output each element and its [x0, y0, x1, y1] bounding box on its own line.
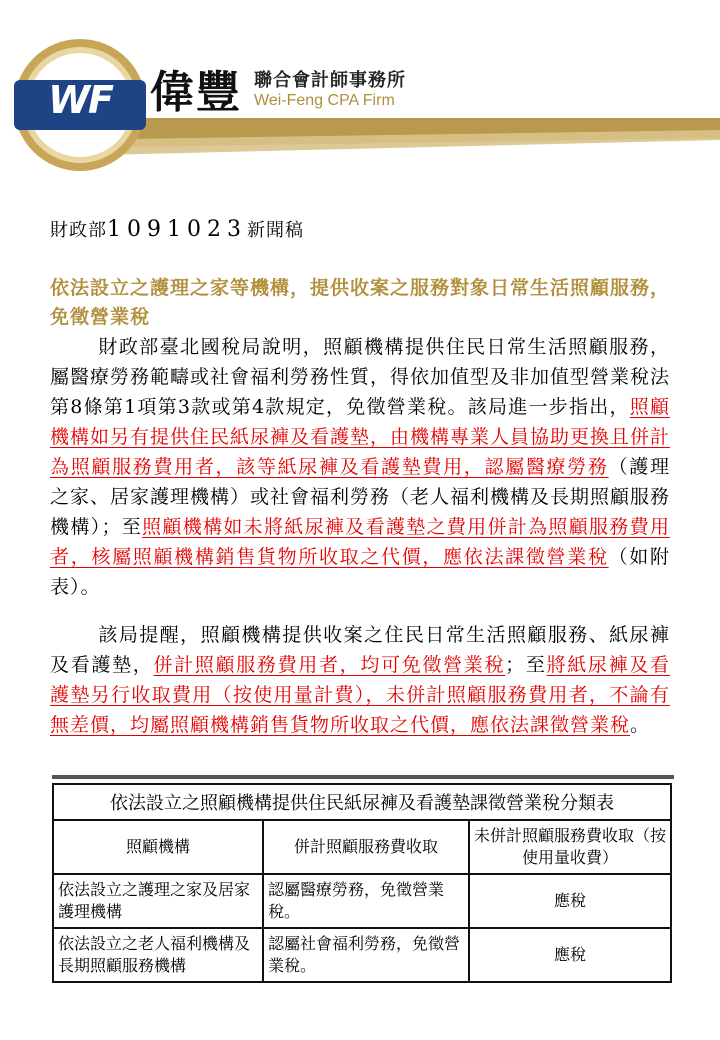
- logo-text: WF: [48, 78, 112, 122]
- p2-text-3: 。: [630, 714, 651, 736]
- table: [52, 783, 672, 983]
- p2-text-2: ；至: [505, 654, 547, 676]
- p1-highlight-1: 照顧機構如另有提供住民紙尿褲及看護墊，由機構專業人員協助更換且併計為照顧服務費用者，該等紙尿褲及看護墊費用，認屬醫療勞務: [50, 396, 671, 478]
- release-suffix: 新聞稿: [246, 220, 304, 241]
- table-cell-not-included: 應稅: [469, 928, 671, 982]
- paragraph-1: [50, 332, 670, 602]
- firm-name-cn: 偉豐: [150, 67, 242, 118]
- tax-classification-table: [52, 775, 674, 983]
- table-title: 依法設立之照顧機構提供住民紙尿褲及看護墊課徵營業稅分類表: [53, 784, 671, 820]
- firm-subtitle: 聯合會計師事務所: [254, 70, 406, 91]
- press-release-line: [50, 216, 304, 242]
- table-header-included: 併計照顧服務費收取: [263, 820, 469, 874]
- table-cell-not-included: 應稅: [469, 874, 671, 928]
- p2-highlight-2: 將紙尿褲及看護墊另行收取費用（按使用量計費），未併計照顧服務費用者，不論有無差價，均屬照顧機構銷售貨物所收取之代價，應依法課徵營業稅: [50, 654, 670, 736]
- table-header-not-included: 未併計照顧服務費收取（按使用量收費）: [469, 820, 671, 874]
- p2-text-1: 該局提醒，照顧機構提供收案之住民日常生活照顧服務、紙尿褲及看護墊，: [50, 624, 670, 676]
- table-title-row: [53, 784, 671, 820]
- table-cell-included: 認屬社會福利勞務，免徵營業稅。: [263, 928, 469, 982]
- headline: 依法設立之護理之家等機構，提供收案之服務對象日常生活照顧服務，免徵營業稅: [50, 277, 671, 328]
- table-cell-institution: 依法設立之護理之家及居家護理機構: [53, 874, 263, 928]
- p1-text-3: （如附表）。: [50, 546, 670, 598]
- table-cell-included: 認屬醫療勞務，免徵營業稅。: [263, 874, 469, 928]
- table-header-row: [53, 820, 671, 874]
- table-row: [53, 874, 671, 928]
- table-header-institution: 照顧機構: [53, 820, 263, 874]
- table-top-rule: [52, 775, 674, 779]
- p1-text-1: 財政部臺北國稅局說明，照顧機構提供住民日常生活照顧服務，屬醫療勞務範疇或社會福利勞務性質，得依加值型及非加值型營業稅法第8條第1項第3款或第4款規定，免徵營業稅。該局進一步指出，: [50, 336, 671, 418]
- paragraph-2: [50, 620, 670, 740]
- release-date: 1091023: [107, 217, 247, 242]
- p2-highlight-1: 併計照顧服務費用者，均可免徵營業稅: [153, 654, 506, 676]
- p1-text-2: （護理之家、居家護理機構）或社會福利勞務（老人福利機構及長期照顧服務機構）；至: [50, 456, 671, 538]
- p1-highlight-2: 照顧機構如未將紙尿褲及看護墊之費用併計為照顧服務費用者，核屬照顧機構銷售貨物所收取之代價，應依法課徵營業稅: [50, 516, 670, 568]
- letterhead: [0, 0, 720, 200]
- table-row: [53, 928, 671, 982]
- table-cell-institution: 依法設立之老人福利機構及長期照顧服務機構: [53, 928, 263, 982]
- release-prefix: 財政部: [50, 220, 107, 241]
- firm-name-en: Wei-Feng CPA Firm: [254, 92, 395, 109]
